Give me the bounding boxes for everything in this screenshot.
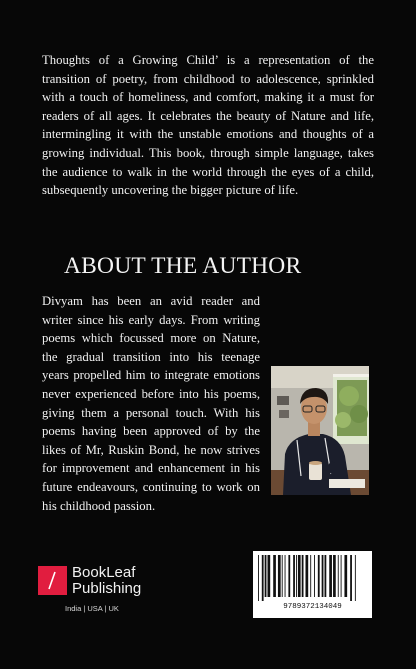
barcode-bar: [355, 555, 356, 601]
barcode-bar: [338, 555, 339, 597]
barcode-bar: [262, 555, 264, 601]
barcode-bar: [333, 555, 336, 597]
barcode-bar: [350, 555, 352, 601]
isbn-number: 9789372134049: [283, 603, 342, 611]
barcode-bar: [278, 555, 281, 597]
publisher-mark-icon: [38, 566, 67, 595]
barcode-bar: [296, 555, 297, 597]
author-bio: Divyam has been an avid reader and writer since his early days. From writing poems which focussed more on Nature, the gradual transition into his teenage years propelled him to integrate emotions never experienced before into his poems, giving them a personal touch. With his poems having been approved of by the likes of Mr, Ruskin Bond, he now strives for improvement and enhancement in his future endeavours, continuing to work on his childhood passion.: [42, 294, 260, 513]
author-photo: [271, 366, 369, 495]
publisher-logo: [38, 566, 208, 618]
barcode-bar: [341, 555, 342, 597]
publisher-name-line1: BookLeaf: [72, 564, 136, 581]
barcode-bar: [310, 555, 311, 597]
barcode-bar: [258, 555, 259, 601]
barcode-bar: [306, 555, 309, 597]
about-author-heading: ABOUT THE AUTHOR: [64, 253, 302, 279]
isbn-barcode: [253, 551, 372, 618]
barcode-bar: [285, 555, 286, 597]
publisher-regions: India | USA | UK: [65, 604, 119, 613]
barcode-bar: [282, 555, 283, 597]
barcode-bar: [302, 555, 304, 597]
barcode-bars: [257, 555, 368, 601]
barcode-bar: [265, 555, 267, 597]
publisher-name-line2: Publishing: [72, 580, 142, 597]
barcode-bar: [314, 555, 315, 597]
barcode-bar: [329, 555, 332, 597]
barcode-bar: [293, 555, 295, 597]
barcode-bar: [322, 555, 324, 597]
book-blurb: Thoughts of a Growing Child’ is a representation of the transition of poetry, from childhood to adolescence, sprinkled with a touch of homeliness, and comfort, making it a must for readers of all ages. It celebrates the beauty of Nature and life, intermingling it with the unstable emotions and thoughts of a growing individual. This book, through simple language, takes the audience to walk in the world through the eyes of a child, subsequently uncovering the bigger picture of life.: [42, 53, 374, 198]
barcode-bar: [344, 555, 347, 597]
barcode-bar: [288, 555, 290, 597]
barcode-bar: [298, 555, 301, 597]
barcode-bar: [268, 555, 271, 597]
barcode-bar: [325, 555, 327, 597]
barcode-bar: [318, 555, 320, 597]
barcode-bar: [273, 555, 276, 597]
